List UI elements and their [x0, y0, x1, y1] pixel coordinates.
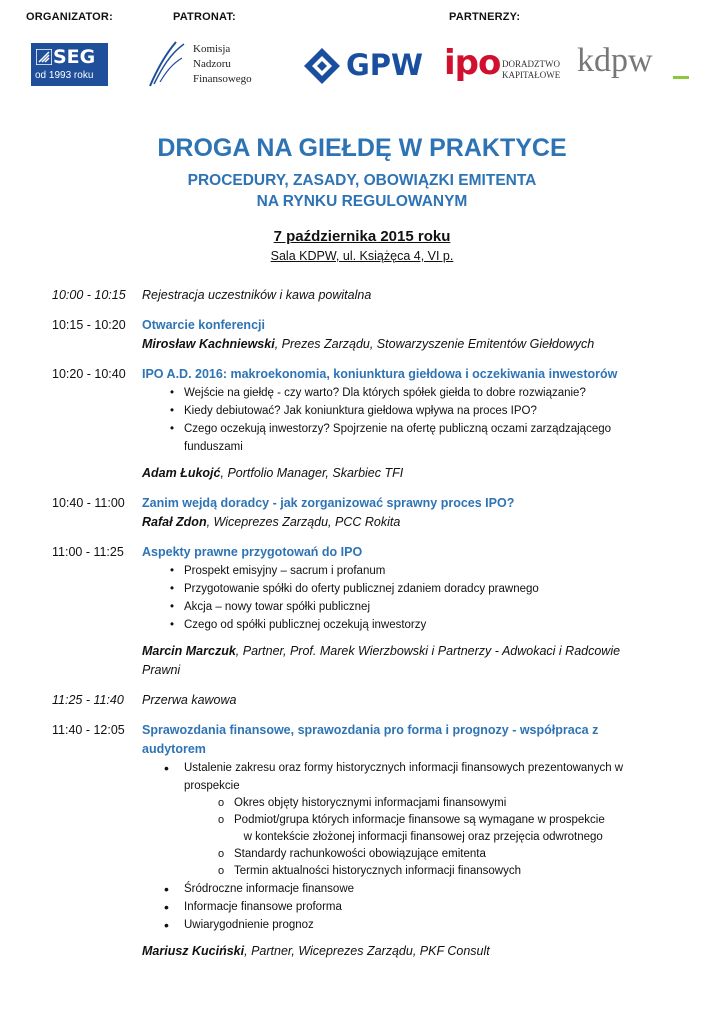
list-item: • Przygotowanie spółki do oferty publicznej zdaniem doradcy prawnego — [184, 580, 682, 598]
knf-logo — [146, 38, 276, 90]
ipo-logo-sub-2: KAPITAŁOWE — [502, 70, 561, 80]
list-item: • Czego oczekują inwestorzy? Spojrzenie na ofertę publiczną oczami zarządzającego funduszami — [184, 420, 682, 456]
agenda-time: 10:15 - 10:20 — [52, 318, 126, 332]
agenda-title: Sprawozdania finansowe, sprawozdania pro forma i prognozy - współpraca z audytorem — [142, 723, 599, 756]
knf-line-2: Nadzoru — [193, 58, 231, 70]
agenda-title: IPO A.D. 2016: makroekonomia, koniunktura giełdowa i oczekiwania inwestorów — [142, 367, 618, 381]
agenda-speaker: Mirosław Kachniewski, Prezes Zarządu, Stowarzyszenie Emitentów Giełdowych — [142, 337, 595, 351]
list-item: • Ustalenie zakresu oraz formy historycznych informacji finansowych prezentowanych w prospekcie o Okres objęty historycznymi informacjami finansowymi o Podmiot/grupa których informacje finansowe są wymagane w prospekcie w kontekście złożonej informacji finansowej oraz przejęcia odwrotnego o Standardy rachunkowości obowiązujące emitenta o Termin aktualności historycznych informacji finansowych — [184, 759, 682, 880]
gpw-logo — [302, 46, 430, 86]
seg-logo-text: SEG — [53, 46, 96, 68]
sub-list-item: o Standardy rachunkowości obowiązujące emitenta — [234, 846, 682, 863]
gpw-logo-text: GPW — [346, 48, 424, 82]
agenda-time: 10:20 - 10:40 — [52, 367, 126, 381]
agenda-bullets — [142, 384, 682, 456]
agenda-item-ipo-2016 — [52, 365, 682, 483]
list-item: • Akcja – nowy towar spółki publicznej — [184, 598, 682, 616]
agenda-item-opening — [52, 316, 682, 354]
kdpw-logo-text: kdpw — [577, 42, 653, 79]
knf-line-3: Finansowego — [193, 73, 252, 85]
gpw-mark-icon — [302, 46, 342, 86]
list-item: • Uwiarygodnienie prognoz — [184, 916, 682, 934]
agenda-time: 10:00 - 10:15 — [52, 288, 126, 302]
agenda-text: Przerwa kawowa — [142, 693, 237, 707]
list-item: • Prospekt emisyjny – sacrum i profanum — [184, 562, 682, 580]
sub-list-item: o Okres objęty historycznymi informacjami finansowymi — [234, 795, 682, 812]
sub-list-item: o Termin aktualności historycznych informacji finansowych — [234, 863, 682, 880]
list-item: • Kiedy debiutować? Jak koniunktura giełdowa wpływa na proces IPO? — [184, 402, 682, 420]
agenda-sub-bullets — [184, 795, 682, 880]
knf-swoosh-icon — [146, 38, 190, 90]
agenda-title: Aspekty prawne przygotowań do IPO — [142, 545, 363, 559]
kdpw-accent-bar — [673, 76, 689, 79]
agenda-item-legal — [52, 543, 682, 680]
patron-label: PATRONAT: — [173, 11, 236, 23]
agenda-title: Zanim wejdą doradcy - jak zorganizować sprawny proces IPO? — [142, 496, 515, 510]
partners-label: PARTNERZY: — [449, 11, 521, 23]
subtitle-line-1: PROCEDURY, ZASADY, OBOWIĄZKI EMITENTA — [187, 172, 537, 189]
agenda-time: 11:25 - 11:40 — [52, 693, 124, 707]
page-title: DROGA NA GIEŁDĘ W PRAKTYCE — [157, 134, 567, 162]
agenda-speaker: Adam Łukojć, Portfolio Manager, Skarbiec TFI — [142, 466, 404, 480]
event-venue: Sala KDPW, ul. Książęca 4, VI p. — [270, 249, 454, 263]
agenda-speaker: Marcin Marczuk, Partner, Prof. Marek Wierzbowski i Partnerzy - Adwokaci i Radcowie Prawni — [142, 644, 621, 677]
seg-logo-subtext: od 1993 roku — [35, 70, 94, 81]
ipo-logo-text: ipo — [444, 43, 501, 83]
agenda-item-coffee-break — [52, 691, 682, 710]
event-date: 7 października 2015 roku — [273, 228, 451, 245]
kdpw-logo — [577, 42, 693, 88]
agenda-speaker: Rafał Zdon, Wiceprezes Zarządu, PCC Rokita — [142, 515, 401, 529]
agenda-item-registration — [52, 286, 682, 305]
agenda-speaker: Mariusz Kuciński, Partner, Wiceprezes Zarządu, PKF Consult — [142, 944, 490, 958]
organizer-label: ORGANIZATOR: — [26, 11, 113, 23]
knf-line-1: Komisja — [193, 43, 231, 55]
agenda-time: 11:40 - 12:05 — [52, 723, 125, 737]
ipo-logo — [444, 43, 572, 91]
agenda-title: Otwarcie konferencji — [142, 318, 265, 332]
ipo-logo-sub-1: DORADZTWO — [502, 59, 560, 69]
agenda-text: Rejestracja uczestników i kawa powitalna — [142, 288, 372, 302]
agenda-time: 11:00 - 11:25 — [52, 545, 124, 559]
seg-mark-icon — [36, 49, 52, 65]
agenda — [52, 286, 682, 972]
subtitle-line-2: NA RYNKU REGULOWANYM — [256, 193, 468, 210]
list-item: • Informacje finansowe proforma — [184, 898, 682, 916]
agenda-bullets — [142, 562, 682, 634]
list-item: • Czego od spółki publicznej oczekują inwestorzy — [184, 616, 682, 634]
list-item: • Śródroczne informacje finansowe — [184, 880, 682, 898]
seg-logo — [31, 43, 108, 86]
agenda-bullets — [142, 759, 682, 934]
agenda-item-advisors — [52, 494, 682, 532]
list-item: • Wejście na giełdę - czy warto? Dla których spółek giełda to dobre rozwiązanie? — [184, 384, 682, 402]
sub-list-item: o Podmiot/grupa których informacje finansowe są wymagane w prospekcie w kontekście złożonej informacji finansowej oraz przejęcia odwrotnego — [234, 812, 682, 846]
agenda-item-financial — [52, 721, 682, 961]
agenda-time: 10:40 - 11:00 — [52, 496, 125, 510]
